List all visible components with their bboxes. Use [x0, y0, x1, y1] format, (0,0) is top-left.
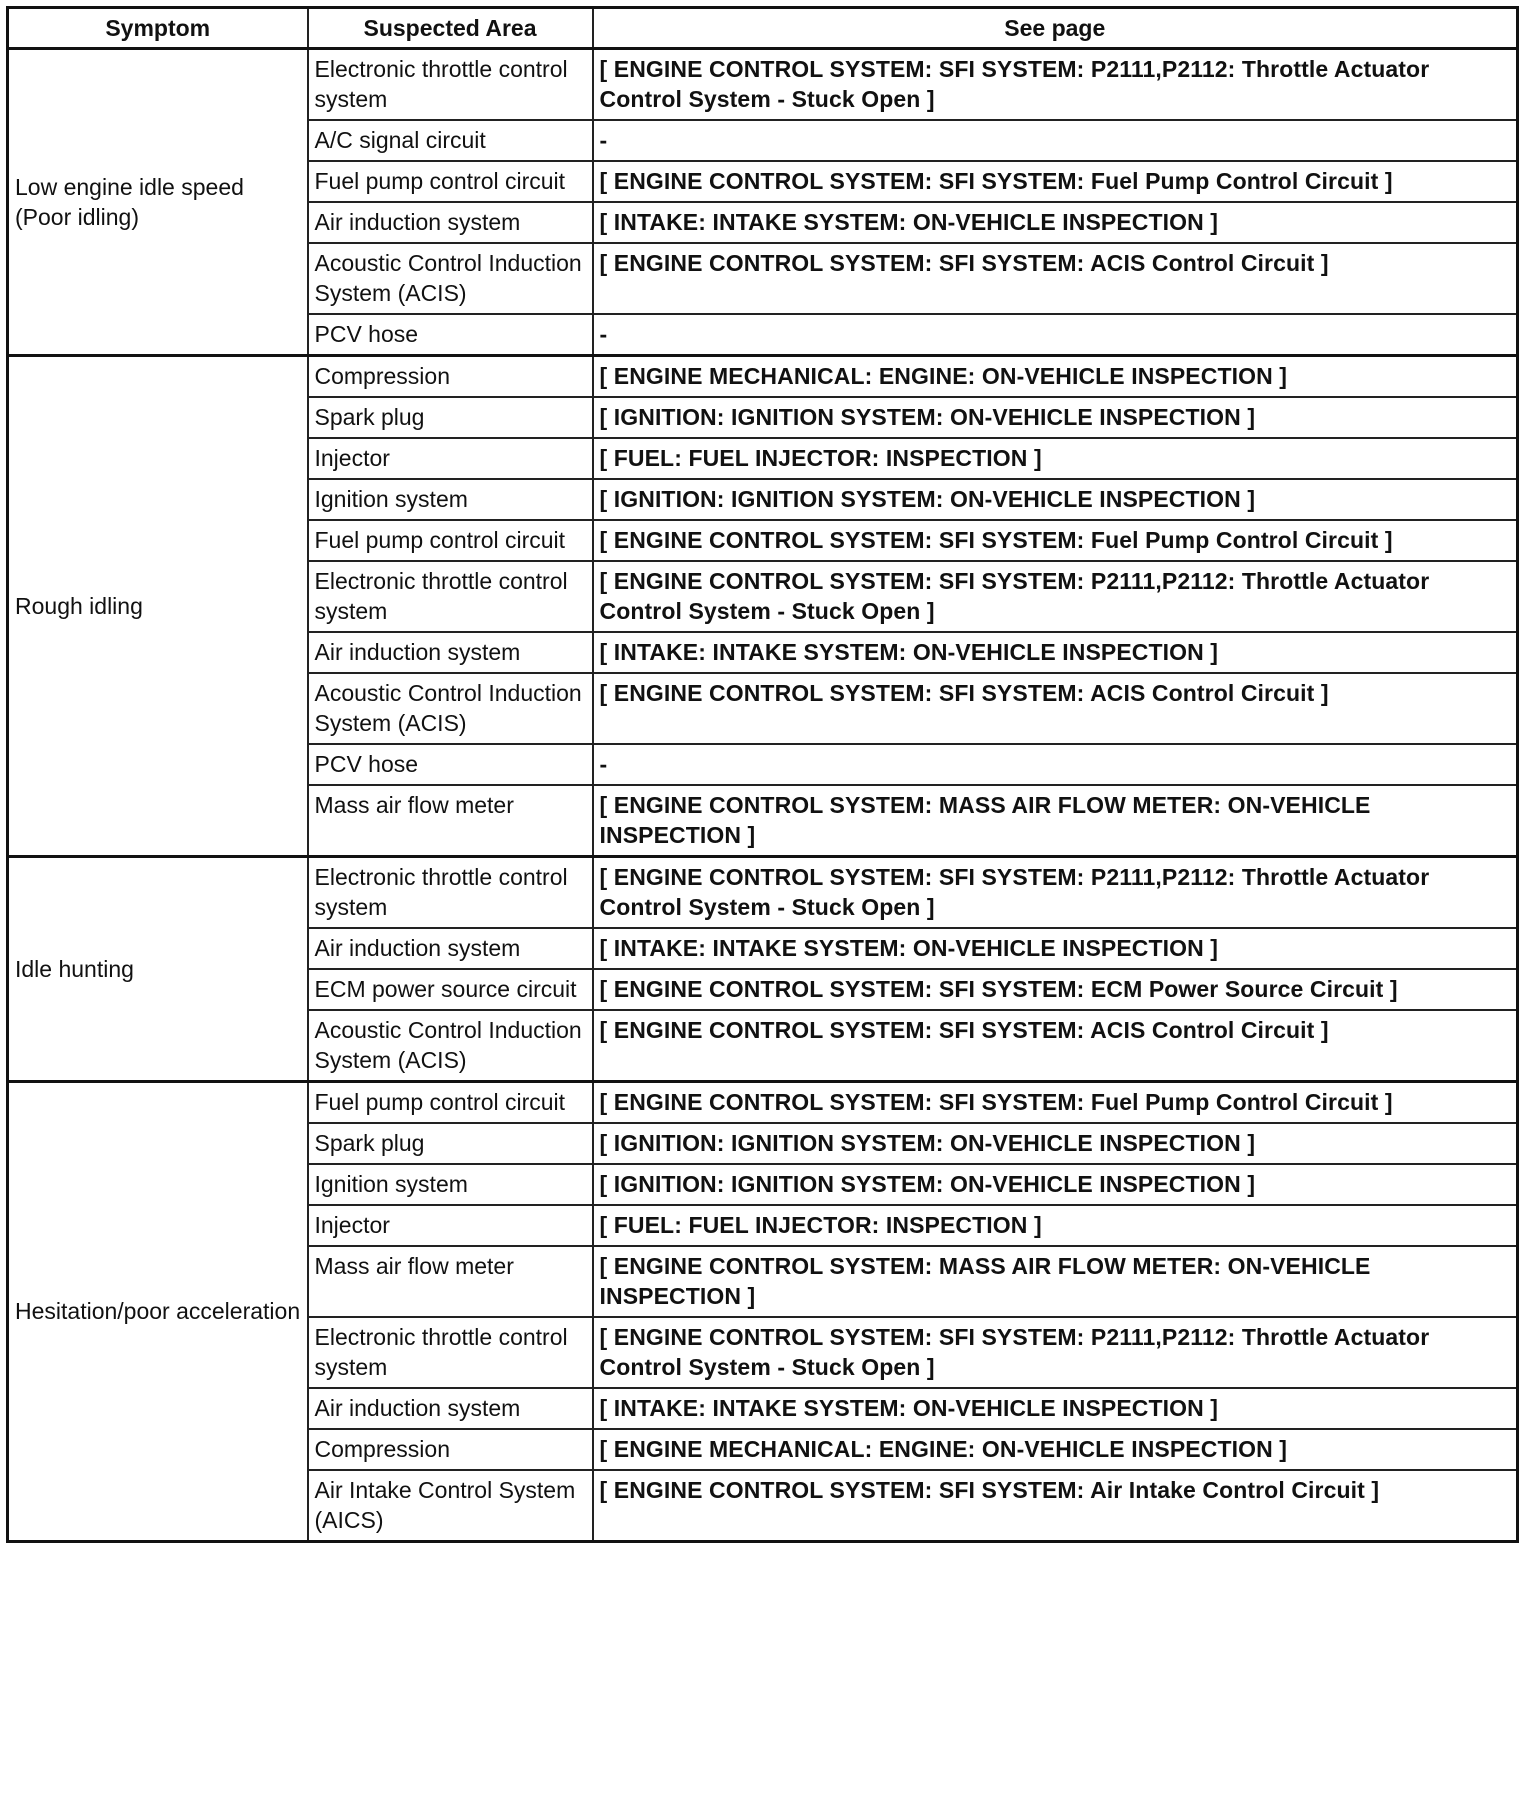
suspected-area-cell: Electronic throttle control system: [308, 561, 593, 632]
suspected-area-cell: Injector: [308, 1205, 593, 1246]
see-page-link[interactable]: [ ENGINE CONTROL SYSTEM: SFI SYSTEM: P2111,P2112: Throttle Actuator Control System - Stuck Open ]: [593, 561, 1518, 632]
see-page-link[interactable]: [ ENGINE CONTROL SYSTEM: SFI SYSTEM: ECM Power Source Circuit ]: [593, 969, 1518, 1010]
see-page-link[interactable]: [ ENGINE CONTROL SYSTEM: SFI SYSTEM: Air Intake Control Circuit ]: [593, 1470, 1518, 1542]
see-page-link[interactable]: [ ENGINE CONTROL SYSTEM: SFI SYSTEM: P2111,P2112: Throttle Actuator Control System - Stuck Open ]: [593, 857, 1518, 929]
see-page-link[interactable]: [ IGNITION: IGNITION SYSTEM: ON-VEHICLE INSPECTION ]: [593, 397, 1518, 438]
see-page-link[interactable]: [ ENGINE CONTROL SYSTEM: MASS AIR FLOW METER: ON-VEHICLE INSPECTION ]: [593, 1246, 1518, 1317]
suspected-area-cell: Air induction system: [308, 202, 593, 243]
suspected-area-cell: Ignition system: [308, 1164, 593, 1205]
see-page-link[interactable]: [ ENGINE CONTROL SYSTEM: MASS AIR FLOW METER: ON-VEHICLE INSPECTION ]: [593, 785, 1518, 857]
see-page-link[interactable]: [ ENGINE CONTROL SYSTEM: SFI SYSTEM: ACIS Control Circuit ]: [593, 673, 1518, 744]
suspected-area-cell: Ignition system: [308, 479, 593, 520]
see-page-link[interactable]: [ ENGINE MECHANICAL: ENGINE: ON-VEHICLE INSPECTION ]: [593, 356, 1518, 398]
see-page-link[interactable]: [ INTAKE: INTAKE SYSTEM: ON-VEHICLE INSPECTION ]: [593, 632, 1518, 673]
suspected-area-cell: Electronic throttle control system: [308, 1317, 593, 1388]
table-row: [8, 857, 1518, 929]
header-see-page: See page: [593, 8, 1518, 49]
see-page-link: -: [593, 120, 1518, 161]
suspected-area-cell: Air induction system: [308, 632, 593, 673]
see-page-link[interactable]: [ FUEL: FUEL INJECTOR: INSPECTION ]: [593, 438, 1518, 479]
suspected-area-cell: PCV hose: [308, 314, 593, 356]
suspected-area-cell: A/C signal circuit: [308, 120, 593, 161]
suspected-area-cell: ECM power source circuit: [308, 969, 593, 1010]
see-page-link[interactable]: [ ENGINE CONTROL SYSTEM: SFI SYSTEM: ACIS Control Circuit ]: [593, 1010, 1518, 1082]
see-page-link[interactable]: [ INTAKE: INTAKE SYSTEM: ON-VEHICLE INSPECTION ]: [593, 202, 1518, 243]
suspected-area-cell: Compression: [308, 1429, 593, 1470]
see-page-link[interactable]: [ INTAKE: INTAKE SYSTEM: ON-VEHICLE INSPECTION ]: [593, 1388, 1518, 1429]
suspected-area-cell: Fuel pump control circuit: [308, 520, 593, 561]
suspected-area-cell: Acoustic Control Induction System (ACIS): [308, 673, 593, 744]
table-row: [8, 1082, 1518, 1124]
suspected-area-cell: Spark plug: [308, 1123, 593, 1164]
see-page-link[interactable]: [ ENGINE CONTROL SYSTEM: SFI SYSTEM: P2111,P2112: Throttle Actuator Control System - Stuck Open ]: [593, 1317, 1518, 1388]
suspected-area-cell: Electronic throttle control system: [308, 49, 593, 121]
symptom-cell: Low engine idle speed (Poor idling): [8, 49, 308, 356]
suspected-area-cell: Air induction system: [308, 1388, 593, 1429]
see-page-link[interactable]: [ ENGINE CONTROL SYSTEM: SFI SYSTEM: ACIS Control Circuit ]: [593, 243, 1518, 314]
suspected-area-cell: Air Intake Control System (AICS): [308, 1470, 593, 1542]
suspected-area-cell: Compression: [308, 356, 593, 398]
suspected-area-cell: Injector: [308, 438, 593, 479]
see-page-link[interactable]: [ IGNITION: IGNITION SYSTEM: ON-VEHICLE INSPECTION ]: [593, 1123, 1518, 1164]
see-page-link[interactable]: [ INTAKE: INTAKE SYSTEM: ON-VEHICLE INSPECTION ]: [593, 928, 1518, 969]
see-page-link: -: [593, 744, 1518, 785]
see-page-link[interactable]: [ ENGINE CONTROL SYSTEM: SFI SYSTEM: Fuel Pump Control Circuit ]: [593, 1082, 1518, 1124]
suspected-area-cell: Spark plug: [308, 397, 593, 438]
see-page-link[interactable]: [ FUEL: FUEL INJECTOR: INSPECTION ]: [593, 1205, 1518, 1246]
diagnosis-table: [6, 6, 1519, 1543]
see-page-link[interactable]: [ IGNITION: IGNITION SYSTEM: ON-VEHICLE INSPECTION ]: [593, 479, 1518, 520]
see-page-link[interactable]: [ ENGINE CONTROL SYSTEM: SFI SYSTEM: Fuel Pump Control Circuit ]: [593, 520, 1518, 561]
table-row: [8, 49, 1518, 121]
symptom-cell: Hesitation/poor acceleration: [8, 1082, 308, 1542]
see-page-link[interactable]: [ IGNITION: IGNITION SYSTEM: ON-VEHICLE INSPECTION ]: [593, 1164, 1518, 1205]
suspected-area-cell: Fuel pump control circuit: [308, 161, 593, 202]
suspected-area-cell: PCV hose: [308, 744, 593, 785]
table-row: [8, 356, 1518, 398]
suspected-area-cell: Acoustic Control Induction System (ACIS): [308, 1010, 593, 1082]
see-page-link[interactable]: [ ENGINE CONTROL SYSTEM: SFI SYSTEM: P2111,P2112: Throttle Actuator Control System - Stuck Open ]: [593, 49, 1518, 121]
header-symptom: Symptom: [8, 8, 308, 49]
suspected-area-cell: Mass air flow meter: [308, 785, 593, 857]
suspected-area-cell: Fuel pump control circuit: [308, 1082, 593, 1124]
symptom-cell: Rough idling: [8, 356, 308, 857]
suspected-area-cell: Mass air flow meter: [308, 1246, 593, 1317]
see-page-link: -: [593, 314, 1518, 356]
header-row: [8, 8, 1518, 49]
header-suspected-area: Suspected Area: [308, 8, 593, 49]
suspected-area-cell: Air induction system: [308, 928, 593, 969]
see-page-link[interactable]: [ ENGINE CONTROL SYSTEM: SFI SYSTEM: Fuel Pump Control Circuit ]: [593, 161, 1518, 202]
suspected-area-cell: Acoustic Control Induction System (ACIS): [308, 243, 593, 314]
see-page-link[interactable]: [ ENGINE MECHANICAL: ENGINE: ON-VEHICLE INSPECTION ]: [593, 1429, 1518, 1470]
suspected-area-cell: Electronic throttle control system: [308, 857, 593, 929]
symptom-cell: Idle hunting: [8, 857, 308, 1082]
